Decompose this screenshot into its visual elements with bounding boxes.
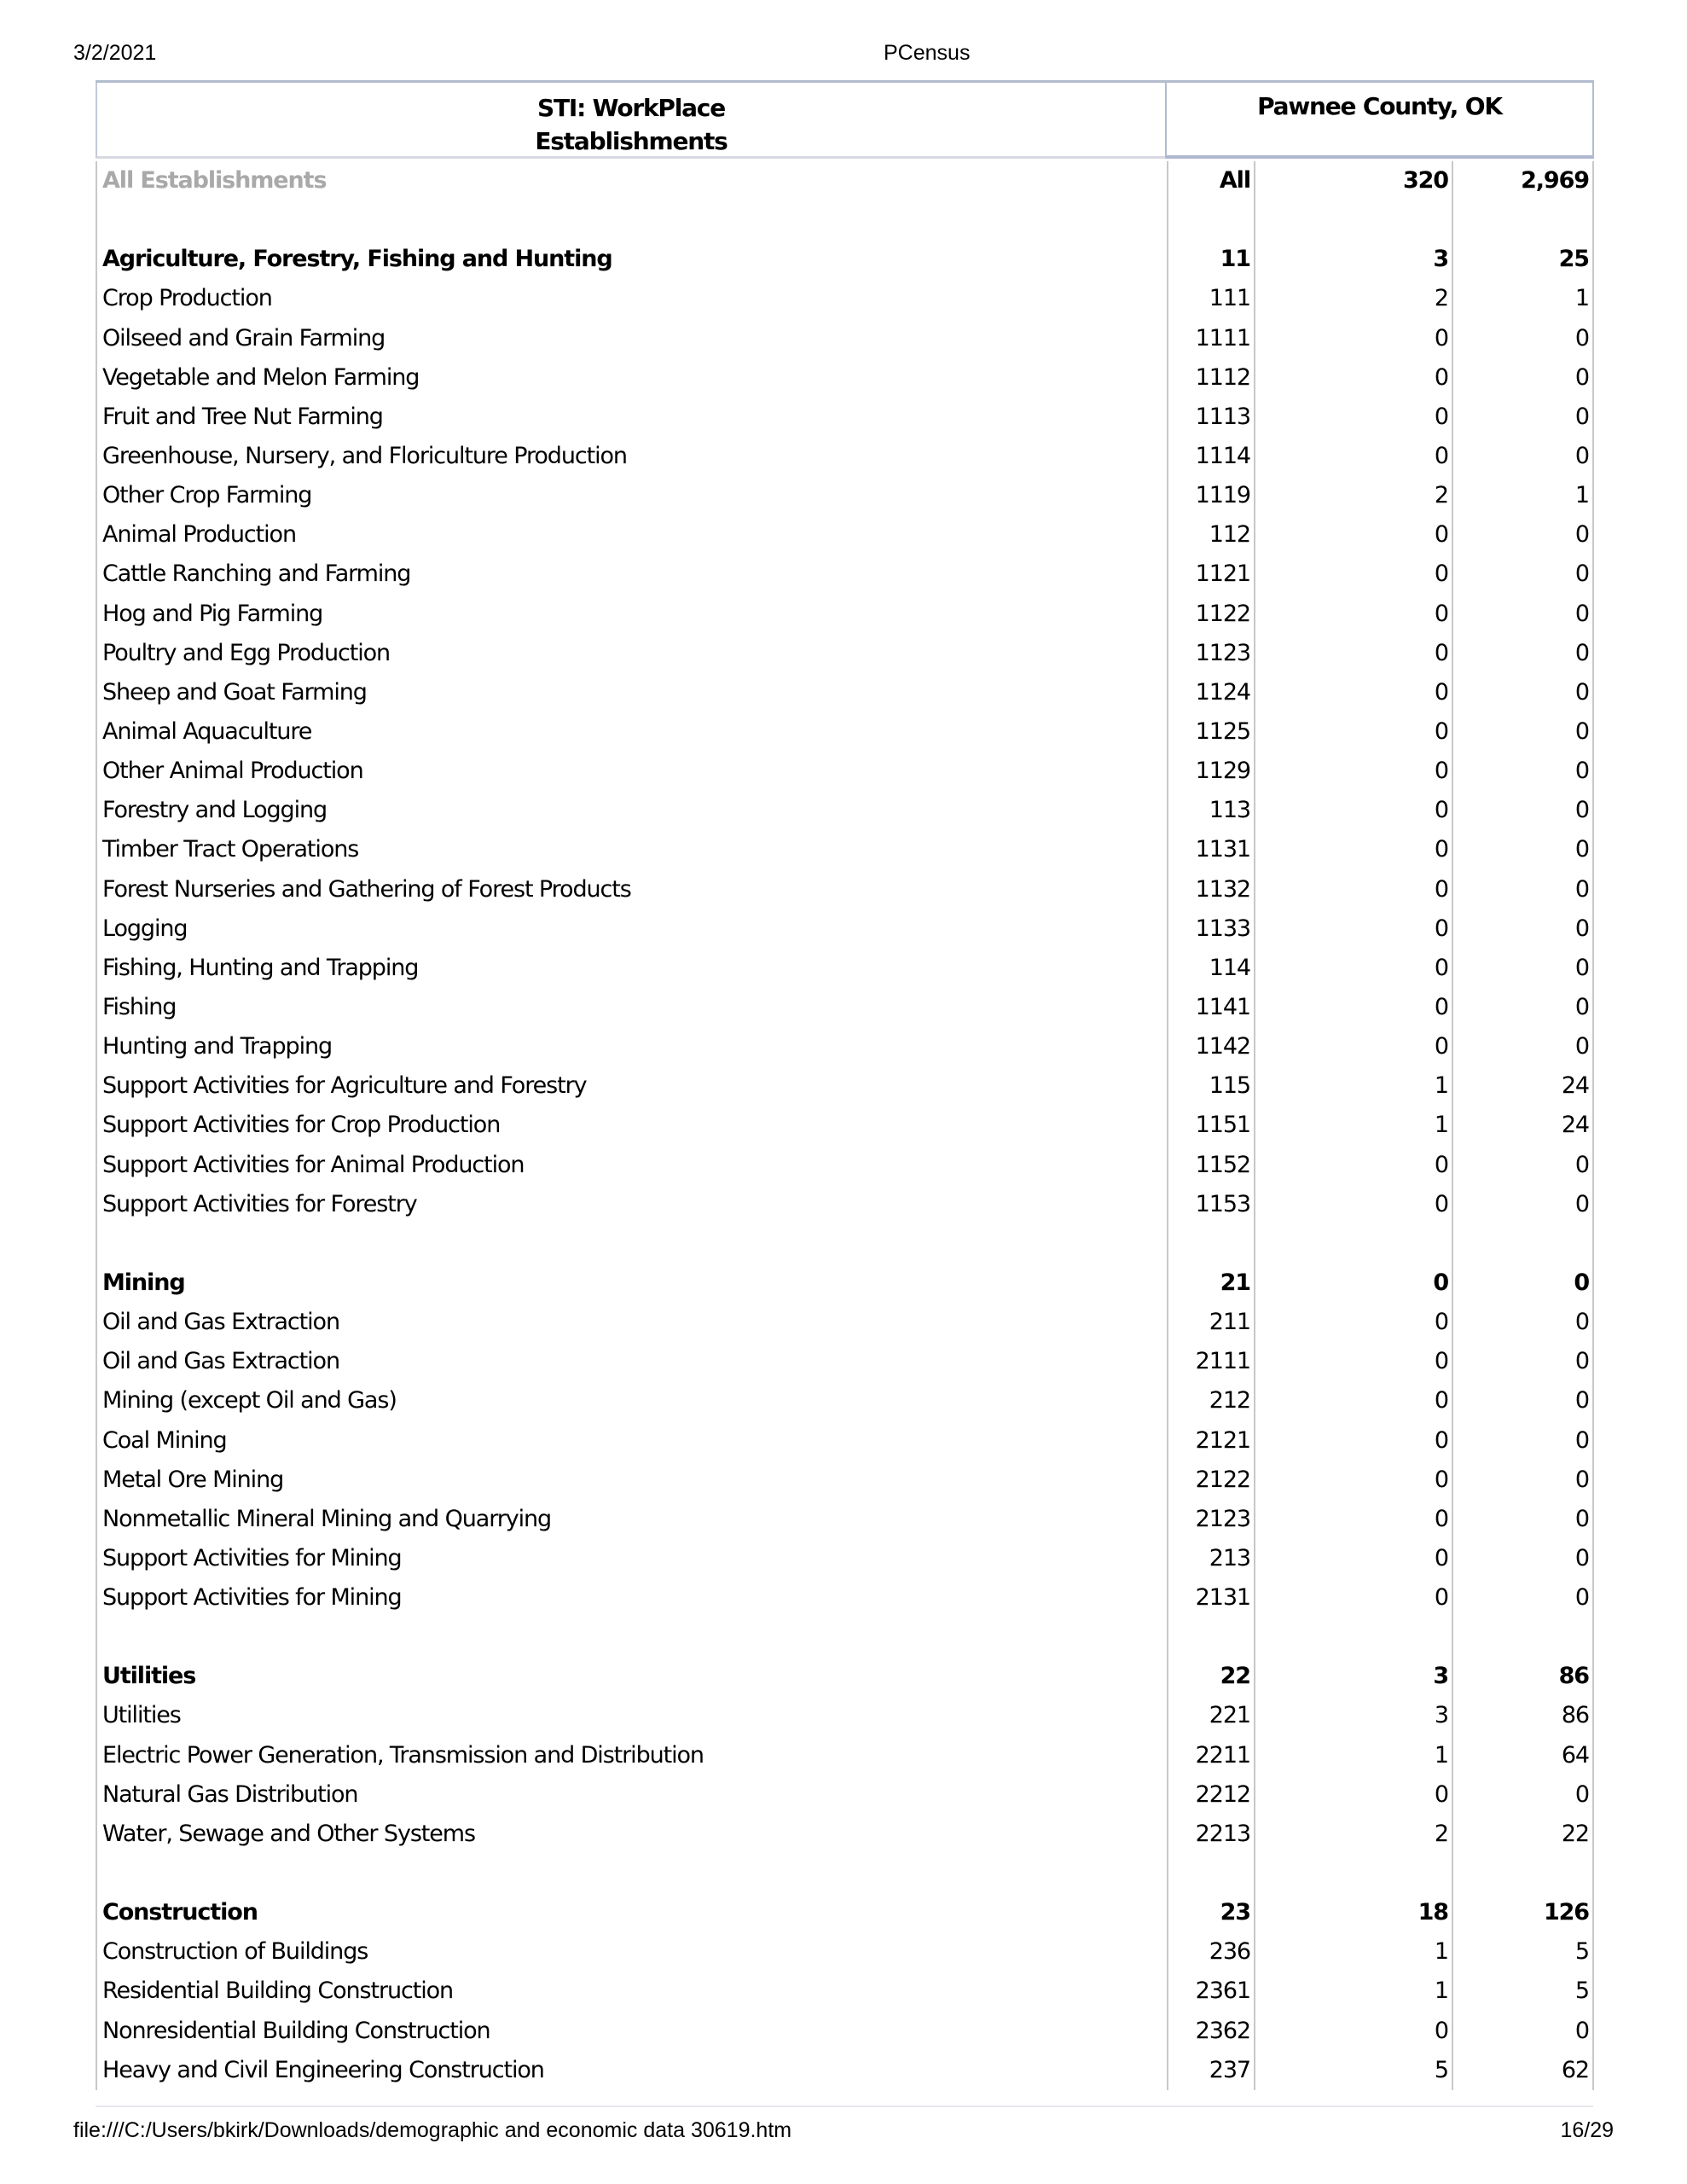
row-value-establishments: 2 <box>1254 476 1452 515</box>
row-value-employees: 2,969 <box>1452 161 1594 200</box>
row-code: 1151 <box>1167 1106 1254 1145</box>
row-value-establishments: 0 <box>1254 634 1452 673</box>
table-row <box>96 712 1594 752</box>
table-row <box>96 949 1594 988</box>
row-label: Poultry and Egg Production <box>96 634 1167 673</box>
row-value-employees: 0 <box>1452 398 1594 437</box>
row-code: 211 <box>1167 1303 1254 1342</box>
row-code: 111 <box>1167 279 1254 318</box>
row-value-establishments: 2 <box>1254 1815 1452 1854</box>
table-row <box>96 437 1594 476</box>
row-label: Utilities <box>96 1696 1167 1735</box>
row-value-employees: 0 <box>1452 319 1594 358</box>
row-value-employees: 0 <box>1452 2012 1594 2051</box>
establishments-table <box>96 80 1594 2090</box>
row-label: Hog and Pig Farming <box>96 595 1167 634</box>
table-row <box>96 1421 1594 1461</box>
row-value-employees: 0 <box>1452 358 1594 398</box>
table-row <box>96 870 1594 909</box>
row-value-establishments: 0 <box>1254 2012 1452 2051</box>
row-value-employees <box>1452 200 1594 240</box>
row-value-employees: 0 <box>1452 1146 1594 1185</box>
row-code: 113 <box>1167 791 1254 830</box>
row-value-establishments: 5 <box>1254 2051 1452 2090</box>
table-row <box>96 1027 1594 1066</box>
row-value-employees: 0 <box>1452 1461 1594 1500</box>
row-code <box>1167 1224 1254 1263</box>
row-value-establishments <box>1254 1618 1452 1657</box>
row-label: Other Crop Farming <box>96 476 1167 515</box>
row-label: Oilseed and Grain Farming <box>96 319 1167 358</box>
row-value-establishments: 0 <box>1254 909 1452 949</box>
row-value-employees: 0 <box>1452 830 1594 869</box>
row-value-employees: 0 <box>1452 673 1594 712</box>
print-date: 3/2/2021 <box>73 41 157 65</box>
row-value-establishments: 0 <box>1254 398 1452 437</box>
row-code: 2362 <box>1167 2012 1254 2051</box>
row-value-establishments: 0 <box>1254 870 1452 909</box>
table-row <box>96 791 1594 830</box>
row-value-establishments: 18 <box>1254 1893 1452 1932</box>
row-value-establishments: 0 <box>1254 1027 1452 1066</box>
row-value-establishments: 0 <box>1254 1539 1452 1578</box>
row-value-employees: 0 <box>1452 949 1594 988</box>
row-value-establishments: 0 <box>1254 988 1452 1027</box>
row-value-establishments: 0 <box>1254 1500 1452 1539</box>
row-label: Support Activities for Mining <box>96 1539 1167 1578</box>
row-label: Support Activities for Forestry <box>96 1185 1167 1224</box>
row-label: Hunting and Trapping <box>96 1027 1167 1066</box>
header-geography-cell <box>1165 83 1594 159</box>
table-row <box>96 1775 1594 1815</box>
row-value-employees: 0 <box>1452 437 1594 476</box>
row-label <box>96 1618 1167 1657</box>
page-title: PCensus <box>884 41 971 65</box>
row-value-employees: 0 <box>1452 752 1594 791</box>
row-label: Residential Building Construction <box>96 1972 1167 2011</box>
row-code: 21 <box>1167 1263 1254 1303</box>
spacer-row <box>96 1224 1594 1263</box>
row-value-employees: 126 <box>1452 1893 1594 1932</box>
table-row <box>96 1578 1594 1618</box>
row-value-employees: 1 <box>1452 279 1594 318</box>
row-code: 2211 <box>1167 1736 1254 1775</box>
row-code: 236 <box>1167 1932 1254 1972</box>
table-row <box>96 1736 1594 1775</box>
row-code: 2213 <box>1167 1815 1254 1854</box>
row-value-establishments: 1 <box>1254 1106 1452 1145</box>
geography-label: Pawnee County, OK <box>1257 92 1502 120</box>
row-value-employees: 0 <box>1452 1775 1594 1815</box>
row-label: Vegetable and Melon Farming <box>96 358 1167 398</box>
row-value-establishments: 0 <box>1254 712 1452 752</box>
row-code: 1114 <box>1167 437 1254 476</box>
row-value-establishments: 0 <box>1254 1421 1452 1461</box>
table-row <box>96 830 1594 869</box>
row-code: 23 <box>1167 1893 1254 1932</box>
table-row <box>96 476 1594 515</box>
row-code: 2111 <box>1167 1342 1254 1381</box>
row-label: Logging <box>96 909 1167 949</box>
row-value-establishments: 1 <box>1254 1932 1452 1972</box>
table-row <box>96 1185 1594 1224</box>
row-code: 1133 <box>1167 909 1254 949</box>
row-value-establishments: 0 <box>1254 830 1452 869</box>
spacer-row <box>96 200 1594 240</box>
table-row <box>96 595 1594 634</box>
row-label: Other Animal Production <box>96 752 1167 791</box>
table-row <box>96 1342 1594 1381</box>
row-code: 2131 <box>1167 1578 1254 1618</box>
row-code: 1141 <box>1167 988 1254 1027</box>
row-label: Agriculture, Forestry, Fishing and Hunting <box>96 240 1167 279</box>
row-label: Oil and Gas Extraction <box>96 1303 1167 1342</box>
row-code: 22 <box>1167 1657 1254 1696</box>
table-row <box>96 1066 1594 1106</box>
row-label: Greenhouse, Nursery, and Floriculture Production <box>96 437 1167 476</box>
row-value-establishments <box>1254 1854 1452 1893</box>
row-value-employees: 0 <box>1452 555 1594 594</box>
table-row <box>96 634 1594 673</box>
row-value-establishments: 0 <box>1254 1146 1452 1185</box>
row-value-establishments: 0 <box>1254 752 1452 791</box>
row-value-employees: 64 <box>1452 1736 1594 1775</box>
row-label: Animal Aquaculture <box>96 712 1167 752</box>
row-code <box>1167 1618 1254 1657</box>
row-value-employees: 0 <box>1452 1421 1594 1461</box>
sector-row <box>96 1263 1594 1303</box>
row-value-employees: 0 <box>1452 712 1594 752</box>
row-code: 1152 <box>1167 1146 1254 1185</box>
row-value-establishments: 3 <box>1254 240 1452 279</box>
table-row <box>96 1381 1594 1420</box>
row-code: 1111 <box>1167 319 1254 358</box>
table-row <box>96 909 1594 949</box>
row-label: Forestry and Logging <box>96 791 1167 830</box>
row-label: Forest Nurseries and Gathering of Forest Products <box>96 870 1167 909</box>
sector-row <box>96 1657 1594 1696</box>
table-row <box>96 279 1594 318</box>
table-row <box>96 2051 1594 2090</box>
row-value-establishments: 0 <box>1254 1775 1452 1815</box>
row-value-establishments: 0 <box>1254 595 1452 634</box>
sector-row <box>96 240 1594 279</box>
row-code: 1123 <box>1167 634 1254 673</box>
row-value-establishments: 0 <box>1254 949 1452 988</box>
row-value-establishments: 1 <box>1254 1736 1452 1775</box>
table-row <box>96 1146 1594 1185</box>
row-code: 1121 <box>1167 555 1254 594</box>
row-label: Heavy and Civil Engineering Construction <box>96 2051 1167 2090</box>
row-code: 1119 <box>1167 476 1254 515</box>
row-label: Water, Sewage and Other Systems <box>96 1815 1167 1854</box>
row-label: Fishing <box>96 988 1167 1027</box>
sector-row <box>96 1893 1594 1932</box>
header-title-cell <box>96 83 1165 159</box>
row-code: 2123 <box>1167 1500 1254 1539</box>
row-value-establishments: 0 <box>1254 437 1452 476</box>
table-row <box>96 515 1594 555</box>
row-value-establishments: 0 <box>1254 1578 1452 1618</box>
row-label: Metal Ore Mining <box>96 1461 1167 1500</box>
row-value-employees: 25 <box>1452 240 1594 279</box>
row-value-establishments: 2 <box>1254 279 1452 318</box>
row-code: 212 <box>1167 1381 1254 1420</box>
row-value-employees: 5 <box>1452 1972 1594 2011</box>
row-value-establishments: 0 <box>1254 515 1452 555</box>
table-row <box>96 2012 1594 2051</box>
row-value-establishments: 0 <box>1254 555 1452 594</box>
row-value-employees: 86 <box>1452 1657 1594 1696</box>
table-row <box>96 1815 1594 1854</box>
row-value-establishments: 3 <box>1254 1696 1452 1735</box>
row-value-employees: 86 <box>1452 1696 1594 1735</box>
row-value-establishments <box>1254 1224 1452 1263</box>
row-value-employees: 0 <box>1452 1185 1594 1224</box>
table-row <box>96 398 1594 437</box>
row-value-establishments: 0 <box>1254 1461 1452 1500</box>
spacer-row <box>96 1618 1594 1657</box>
row-code: 1132 <box>1167 870 1254 909</box>
row-value-establishments: 0 <box>1254 1342 1452 1381</box>
table-row <box>96 1500 1594 1539</box>
table-row <box>96 752 1594 791</box>
row-code: 2212 <box>1167 1775 1254 1815</box>
row-value-establishments: 320 <box>1254 161 1452 200</box>
row-value-employees: 1 <box>1452 476 1594 515</box>
row-value-establishments: 3 <box>1254 1657 1452 1696</box>
row-value-employees <box>1452 1854 1594 1893</box>
table-row <box>96 1461 1594 1500</box>
table-title <box>97 91 1165 158</box>
table-row <box>96 1106 1594 1145</box>
row-code: 1142 <box>1167 1027 1254 1066</box>
row-label: Fruit and Tree Nut Farming <box>96 398 1167 437</box>
row-value-employees: 0 <box>1452 1539 1594 1578</box>
row-label <box>96 1854 1167 1893</box>
table-row <box>96 1303 1594 1342</box>
row-label: Construction <box>96 1893 1167 1932</box>
table-title-line2: Establishments <box>535 127 728 155</box>
row-label: Support Activities for Animal Production <box>96 1146 1167 1185</box>
row-label: All Establishments <box>96 161 1167 200</box>
row-value-employees: 0 <box>1452 1027 1594 1066</box>
table-row <box>96 358 1594 398</box>
table-row <box>96 319 1594 358</box>
row-value-employees: 0 <box>1452 791 1594 830</box>
row-code: 1122 <box>1167 595 1254 634</box>
row-value-establishments: 0 <box>1254 1185 1452 1224</box>
row-value-establishments: 0 <box>1254 319 1452 358</box>
row-label: Construction of Buildings <box>96 1932 1167 1972</box>
row-value-establishments: 0 <box>1254 1263 1452 1303</box>
row-value-employees: 5 <box>1452 1932 1594 1972</box>
row-code: 1125 <box>1167 712 1254 752</box>
row-value-employees: 22 <box>1452 1815 1594 1854</box>
row-label: Natural Gas Distribution <box>96 1775 1167 1815</box>
row-code: 1129 <box>1167 752 1254 791</box>
table-row <box>96 988 1594 1027</box>
row-value-employees: 0 <box>1452 595 1594 634</box>
footer-file-url: file:///C:/Users/bkirk/Downloads/demographic and economic data 30619.htm <box>73 2118 792 2142</box>
row-label: Coal Mining <box>96 1421 1167 1461</box>
row-label: Support Activities for Crop Production <box>96 1106 1167 1145</box>
row-value-employees <box>1452 1618 1594 1657</box>
table-row <box>96 1539 1594 1578</box>
row-value-employees <box>1452 1224 1594 1263</box>
row-value-establishments: 1 <box>1254 1066 1452 1106</box>
row-code: 237 <box>1167 2051 1254 2090</box>
row-label: Sheep and Goat Farming <box>96 673 1167 712</box>
row-value-employees: 24 <box>1452 1066 1594 1106</box>
row-code: 2361 <box>1167 1972 1254 2011</box>
row-label: Timber Tract Operations <box>96 830 1167 869</box>
row-label: Electric Power Generation, Transmission and Distribution <box>96 1736 1167 1775</box>
row-label: Support Activities for Mining <box>96 1578 1167 1618</box>
row-code: 1112 <box>1167 358 1254 398</box>
row-code: 1131 <box>1167 830 1254 869</box>
row-value-employees: 0 <box>1452 1381 1594 1420</box>
row-value-establishments: 0 <box>1254 358 1452 398</box>
row-value-establishments: 0 <box>1254 1303 1452 1342</box>
row-code <box>1167 1854 1254 1893</box>
page-number: 16/29 <box>1560 2118 1614 2142</box>
row-value-employees: 0 <box>1452 1578 1594 1618</box>
row-label: Nonmetallic Mineral Mining and Quarrying <box>96 1500 1167 1539</box>
row-label: Utilities <box>96 1657 1167 1696</box>
row-label: Animal Production <box>96 515 1167 555</box>
row-value-establishments: 0 <box>1254 791 1452 830</box>
table-row <box>96 673 1594 712</box>
row-value-employees: 24 <box>1452 1106 1594 1145</box>
table-row <box>96 1696 1594 1735</box>
row-value-establishments: 0 <box>1254 1381 1452 1420</box>
row-code: 115 <box>1167 1066 1254 1106</box>
row-value-employees: 0 <box>1452 909 1594 949</box>
row-value-employees: 0 <box>1452 988 1594 1027</box>
row-label <box>96 200 1167 240</box>
row-label: Mining <box>96 1263 1167 1303</box>
row-value-employees: 0 <box>1452 515 1594 555</box>
row-code: All <box>1167 161 1254 200</box>
row-code: 2122 <box>1167 1461 1254 1500</box>
row-code: 114 <box>1167 949 1254 988</box>
row-label: Nonresidential Building Construction <box>96 2012 1167 2051</box>
table-title-line1: STI: WorkPlace <box>537 94 725 122</box>
spacer-row <box>96 1854 1594 1893</box>
row-value-employees: 62 <box>1452 2051 1594 2090</box>
row-code: 1124 <box>1167 673 1254 712</box>
row-code: 1153 <box>1167 1185 1254 1224</box>
row-code: 2121 <box>1167 1421 1254 1461</box>
row-value-establishments: 0 <box>1254 673 1452 712</box>
row-value-establishments <box>1254 200 1452 240</box>
row-label: Oil and Gas Extraction <box>96 1342 1167 1381</box>
row-label: Fishing, Hunting and Trapping <box>96 949 1167 988</box>
table-row <box>96 1972 1594 2011</box>
total-row <box>96 161 1594 200</box>
table-header <box>96 80 1594 161</box>
row-value-employees: 0 <box>1452 870 1594 909</box>
row-value-employees: 0 <box>1452 634 1594 673</box>
row-label: Cattle Ranching and Farming <box>96 555 1167 594</box>
row-label <box>96 1224 1167 1263</box>
row-code: 221 <box>1167 1696 1254 1735</box>
row-value-employees: 0 <box>1452 1263 1594 1303</box>
row-value-establishments: 1 <box>1254 1972 1452 2011</box>
row-code: 1113 <box>1167 398 1254 437</box>
table-row <box>96 1932 1594 1972</box>
footer-divider <box>96 2106 1593 2107</box>
row-label: Support Activities for Agriculture and Forestry <box>96 1066 1167 1106</box>
row-code: 112 <box>1167 515 1254 555</box>
row-code <box>1167 200 1254 240</box>
row-value-employees: 0 <box>1452 1303 1594 1342</box>
row-label: Mining (except Oil and Gas) <box>96 1381 1167 1420</box>
row-code: 213 <box>1167 1539 1254 1578</box>
row-value-employees: 0 <box>1452 1500 1594 1539</box>
row-label: Crop Production <box>96 279 1167 318</box>
table-row <box>96 555 1594 594</box>
row-code: 11 <box>1167 240 1254 279</box>
row-value-employees: 0 <box>1452 1342 1594 1381</box>
table-body <box>96 161 1594 2090</box>
